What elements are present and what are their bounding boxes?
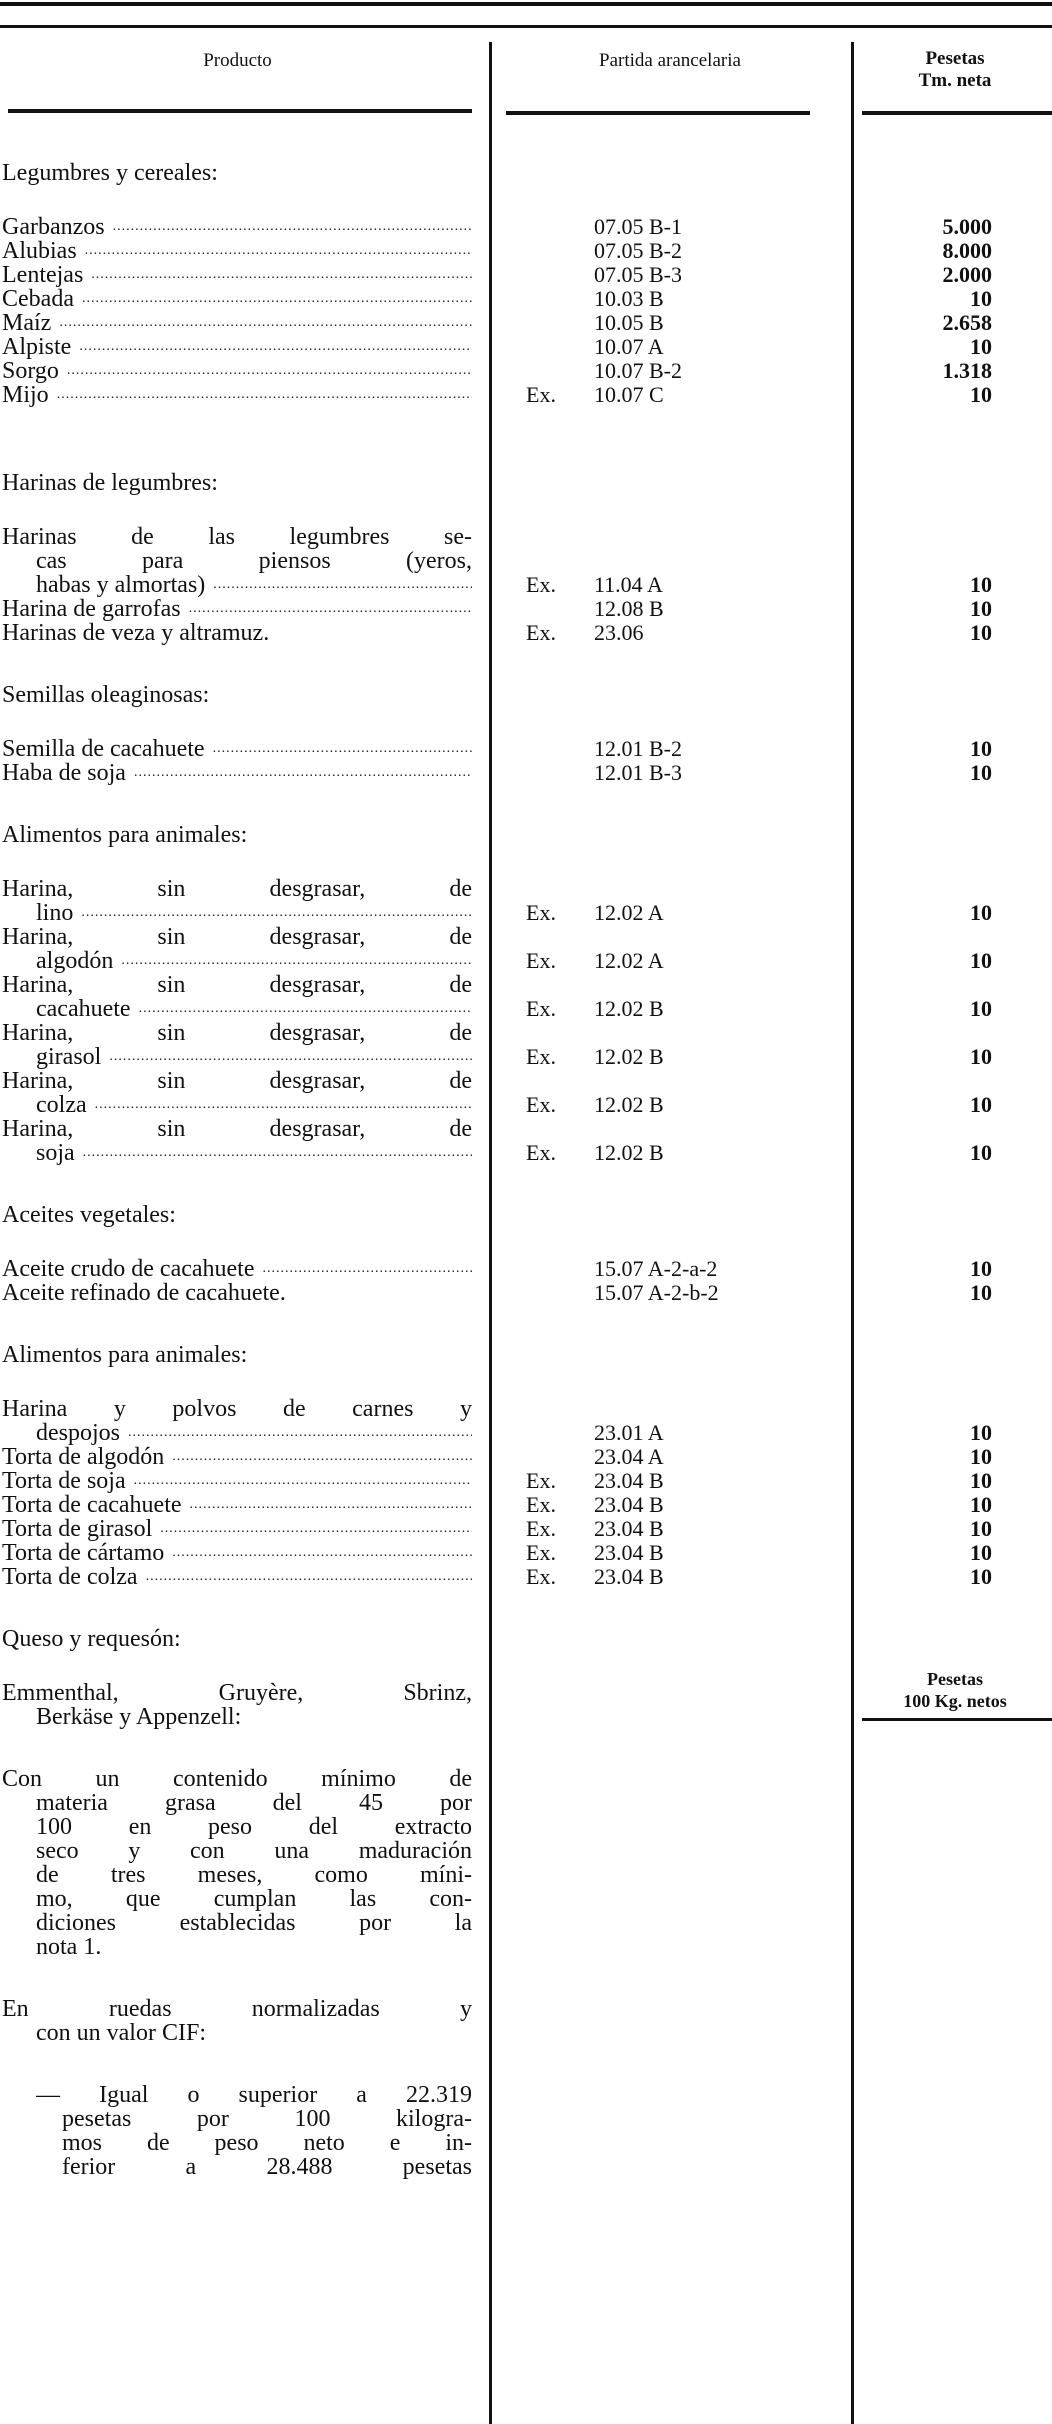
header-producto: Producto (203, 50, 272, 71)
dot-leader (131, 997, 472, 1021)
partida-ex-prefix: Ex. (526, 1516, 556, 1541)
table-section (0, 1343, 1052, 1589)
product-name: Harina, sin desgrasar, de (2, 973, 472, 997)
product-name (2, 239, 472, 263)
product-line (0, 997, 1052, 1021)
product-text: Cebada (2, 287, 74, 311)
pesetas-value: 10 (970, 996, 992, 1021)
paragraph-text: seco y con una maduración (36, 1839, 472, 1863)
pesetas-value: 10 (970, 1492, 992, 1517)
product-name (2, 1469, 472, 1493)
product-name (36, 1093, 472, 1117)
pesetas-value: 10 (970, 1444, 992, 1469)
product-name (2, 737, 472, 761)
table-row (0, 1021, 1052, 1069)
pesetas-value: 10 (970, 1140, 992, 1165)
product-name (2, 383, 472, 407)
dot-leader (138, 1565, 472, 1589)
pesetas-value: 10 (970, 1516, 992, 1541)
header-pesetas (858, 48, 1052, 92)
product-name (2, 311, 472, 335)
table-row (0, 1397, 1052, 1445)
pesetas-value: 10 (970, 1468, 992, 1493)
table-row (0, 335, 1052, 359)
product-text: cacahuete (36, 997, 131, 1021)
table-section (0, 823, 1052, 1165)
product-text: habas y almortas) (36, 573, 206, 597)
paragraph-line (0, 1791, 1052, 1815)
table-row (0, 973, 1052, 1021)
table-row (0, 737, 1052, 761)
table-section (0, 1203, 1052, 1305)
table-row (0, 761, 1052, 785)
dot-leader (75, 1141, 472, 1165)
product-name: Harina y polvos de carnes y (2, 1397, 472, 1421)
product-text: Torta de girasol (2, 1517, 153, 1541)
dot-leader (120, 1421, 472, 1445)
dot-leader (49, 383, 472, 407)
dot-leader (73, 901, 472, 925)
partida-arancelaria: 10.05 B (594, 310, 664, 335)
product-text: lino (36, 901, 74, 925)
pesetas-value: 10 (970, 1420, 992, 1445)
table-row (0, 287, 1052, 311)
product-line (0, 737, 1052, 761)
product-text: soja (36, 1141, 75, 1165)
table-row (0, 1257, 1052, 1281)
table-row (0, 1493, 1052, 1517)
table-row (0, 1445, 1052, 1469)
paragraph (0, 1997, 1052, 2045)
table-section (0, 683, 1052, 785)
table-row (0, 1517, 1052, 1541)
product-line (0, 311, 1052, 335)
product-line (0, 1445, 1052, 1469)
pesetas-value: 10 (970, 948, 992, 973)
partida-ex-prefix: Ex. (526, 996, 556, 1021)
partida-arancelaria: 23.04 B (594, 1540, 664, 1565)
table-row (0, 621, 1052, 645)
product-text: colza (36, 1093, 87, 1117)
partida-ex-prefix: Ex. (526, 1540, 556, 1565)
product-text: Alpiste (2, 335, 72, 359)
product-text: Semilla de cacahuete (2, 737, 205, 761)
product-name (2, 263, 472, 287)
paragraph (0, 1669, 1052, 1729)
pesetas-value: 8.000 (942, 238, 992, 263)
paragraph-text: 100 en peso del extracto (36, 1815, 472, 1839)
paragraph-line (0, 1705, 1052, 1729)
product-line (0, 1021, 1052, 1045)
paragraph-text: diciones establecidas por la (36, 1911, 472, 1935)
unit-line2: 100 Kg. netos (903, 1691, 1007, 1711)
product-line (0, 1093, 1052, 1117)
partida-arancelaria: 10.07 C (594, 382, 664, 407)
section-title: Aceites vegetales: (2, 1202, 176, 1228)
paragraph (0, 1767, 1052, 1959)
pesetas-value: 2.658 (942, 310, 992, 335)
paragraph-text: ferior a 28.488 pesetas (62, 2155, 472, 2179)
header-underline-pesetas (862, 111, 1052, 115)
dot-leader (164, 1445, 472, 1469)
partida-ex-prefix: Ex. (526, 1044, 556, 1069)
table-row (0, 1541, 1052, 1565)
partida-arancelaria: 10.07 B-2 (594, 358, 682, 383)
product-line (0, 621, 1052, 645)
partida-ex-prefix: Ex. (526, 1140, 556, 1165)
product-text: Torta de soja (2, 1469, 126, 1493)
table-section (0, 161, 1052, 407)
paragraph (0, 2083, 1052, 2179)
product-text: Garbanzos (2, 215, 105, 239)
pesetas-value: 10 (970, 620, 992, 645)
pesetas-value: 10 (970, 572, 992, 597)
paragraph-line (0, 1997, 1052, 2021)
product-text: Lentejas (2, 263, 84, 287)
dot-leader (181, 597, 472, 621)
paragraph-line (0, 2131, 1052, 2155)
product-line (0, 1397, 1052, 1421)
pesetas-value: 10 (970, 1092, 992, 1117)
table-row (0, 525, 1052, 597)
section-title: Queso y requesón: (2, 1626, 181, 1652)
partida-arancelaria: 23.04 B (594, 1516, 664, 1541)
partida-arancelaria: 12.02 B (594, 1140, 664, 1165)
partida-ex-prefix: Ex. (526, 1468, 556, 1493)
product-line (0, 925, 1052, 949)
product-line (0, 1469, 1052, 1493)
dot-leader (205, 737, 472, 761)
partida-ex-prefix: Ex. (526, 572, 556, 597)
partida-arancelaria: 10.07 A (594, 334, 664, 359)
product-name (2, 1565, 472, 1589)
paragraph-text: Berkäse y Appenzell: (36, 1705, 242, 1729)
partida-arancelaria: 15.07 A-2-a-2 (594, 1256, 718, 1281)
product-line (0, 1045, 1052, 1069)
paragraph-line (0, 1887, 1052, 1911)
paragraph-text: Con un contenido mínimo de (2, 1767, 472, 1791)
partida-arancelaria: 12.01 B-3 (594, 760, 682, 785)
product-name: Harina, sin desgrasar, de (2, 1021, 472, 1045)
pesetas-value: 10 (970, 736, 992, 761)
partida-arancelaria: 23.04 B (594, 1492, 664, 1517)
dot-leader (59, 359, 472, 383)
partida-ex-prefix: Ex. (526, 620, 556, 645)
partida-ex-prefix: Ex. (526, 1492, 556, 1517)
product-line (0, 901, 1052, 925)
partida-arancelaria: 23.04 B (594, 1468, 664, 1493)
tariff-table-body (0, 161, 1052, 2179)
product-name (36, 997, 472, 1021)
pesetas-value: 10 (970, 382, 992, 407)
paragraph-line (0, 1669, 1052, 1711)
table-row (0, 1565, 1052, 1589)
paragraph-line (0, 2021, 1052, 2045)
partida-ex-prefix: Ex. (526, 1092, 556, 1117)
partida-arancelaria: 07.05 B-1 (594, 214, 682, 239)
paragraph-line (0, 2107, 1052, 2131)
product-text: Torta de cártamo (2, 1541, 165, 1565)
partida-arancelaria: 12.02 A (594, 900, 664, 925)
partida-ex-prefix: Ex. (526, 900, 556, 925)
table-row (0, 311, 1052, 335)
product-line (0, 1517, 1052, 1541)
product-line (0, 287, 1052, 311)
product-line (0, 1421, 1052, 1445)
partida-arancelaria: 15.07 A-2-b-2 (594, 1280, 719, 1305)
dot-leader (105, 215, 472, 239)
paragraph-line (0, 1911, 1052, 1935)
product-line (0, 761, 1052, 785)
pesetas-value: 1.318 (942, 358, 992, 383)
product-line (0, 359, 1052, 383)
partida-arancelaria: 12.01 B-2 (594, 736, 682, 761)
partida-ex-prefix: Ex. (526, 948, 556, 973)
product-name: Harina, sin desgrasar, de (2, 1069, 472, 1093)
product-text: Torta de algodón (2, 1445, 165, 1469)
pesetas-value: 10 (970, 1540, 992, 1565)
product-name (36, 901, 472, 925)
product-name (2, 597, 472, 621)
product-line (0, 877, 1052, 901)
dot-leader (101, 1045, 472, 1069)
partida-arancelaria: 10.03 B (594, 286, 664, 311)
table-row (0, 215, 1052, 239)
paragraph-text: pesetas por 100 kilogra- (62, 2107, 472, 2131)
product-name: cas para piensos (yeros, (36, 549, 472, 573)
table-row (0, 877, 1052, 925)
product-text: Haba de soja (2, 761, 126, 785)
paragraph-text: — Igual o superior a 22.319 (36, 2083, 472, 2107)
table-row (0, 1117, 1052, 1165)
product-line (0, 383, 1052, 407)
product-name (36, 1141, 472, 1165)
table-row (0, 263, 1052, 287)
pesetas-value: 10 (970, 1564, 992, 1589)
partida-arancelaria: 12.02 B (594, 996, 664, 1021)
top-rule-2 (0, 25, 1052, 28)
table-row (0, 239, 1052, 263)
partida-arancelaria: 12.02 B (594, 1092, 664, 1117)
pesetas-value: 10 (970, 286, 992, 311)
product-text: Sorgo (2, 359, 59, 383)
partida-arancelaria: 23.04 B (594, 1564, 664, 1589)
product-name (2, 1541, 472, 1565)
header-underline-partida (506, 111, 810, 115)
header-underline-producto (8, 109, 472, 113)
product-line (0, 1069, 1052, 1093)
product-line (0, 597, 1052, 621)
product-name (2, 335, 472, 359)
pesetas-value: 10 (970, 1044, 992, 1069)
header-partida: Partida arancelaria (599, 50, 741, 71)
product-name: Harinas de las legumbres se- (2, 525, 472, 549)
product-text: Aceite crudo de cacahuete (2, 1257, 255, 1281)
section-title: Alimentos para animales: (2, 822, 248, 848)
dot-leader (255, 1257, 472, 1281)
product-name (2, 1517, 472, 1541)
table-row (0, 1281, 1052, 1305)
paragraph-line (0, 1815, 1052, 1839)
dot-leader (71, 335, 472, 359)
paragraph-text: mos de peso neto e in- (62, 2131, 472, 2155)
dot-leader (87, 1093, 472, 1117)
unit-line1: Pesetas (927, 1669, 983, 1689)
table-row (0, 925, 1052, 973)
paragraph-line (0, 1839, 1052, 1863)
section-title: Legumbres y cereales: (2, 160, 218, 186)
product-line (0, 949, 1052, 973)
table-row (0, 383, 1052, 407)
product-line (0, 1117, 1052, 1141)
product-name (2, 1445, 472, 1469)
product-name (2, 1493, 472, 1517)
product-name (36, 1421, 472, 1445)
dot-leader (126, 1469, 472, 1493)
table-section-queso (0, 1627, 1052, 2179)
table-row (0, 597, 1052, 621)
product-line (0, 215, 1052, 239)
product-line (0, 335, 1052, 359)
partida-ex-prefix: Ex. (526, 382, 556, 407)
dot-leader (205, 573, 472, 597)
paragraph-line (0, 2155, 1052, 2179)
product-name (2, 1257, 472, 1281)
product-line (0, 1541, 1052, 1565)
product-text: Harina de garrofas (2, 597, 181, 621)
product-text: Maíz (2, 311, 52, 335)
dot-leader (182, 1493, 472, 1517)
header-pesetas-line2: Tm. neta (918, 70, 992, 91)
section-title: Semillas oleaginosas: (2, 682, 210, 708)
dot-leader (77, 239, 472, 263)
product-text: algodón (36, 949, 114, 973)
header-pesetas-line1: Pesetas (925, 48, 985, 69)
dot-leader (74, 287, 472, 311)
paragraph-text: de tres meses, como míni- (36, 1863, 472, 1887)
paragraph-text: Emmenthal, Gruyère, Sbrinz, (2, 1681, 472, 1705)
paragraph-line (0, 1863, 1052, 1887)
product-text: despojos (36, 1421, 120, 1445)
partida-arancelaria: 11.04 A (594, 572, 663, 597)
pesetas-value: 10 (970, 900, 992, 925)
pesetas-value: 10 (970, 334, 992, 359)
pesetas-value: 10 (970, 1280, 992, 1305)
product-line (0, 1141, 1052, 1165)
product-name (2, 359, 472, 383)
paragraph-text: nota 1. (36, 1935, 102, 1959)
dot-leader (152, 1517, 472, 1541)
product-line (0, 1565, 1052, 1589)
pesetas-value: 10 (970, 596, 992, 621)
dot-leader (113, 949, 472, 973)
product-name (36, 949, 472, 973)
paragraph-text: con un valor CIF: (36, 2021, 206, 2045)
partida-arancelaria: 12.02 A (594, 948, 664, 973)
partida-ex-prefix: Ex. (526, 1564, 556, 1589)
product-line (0, 573, 1052, 597)
product-line (0, 525, 1052, 549)
section-title: Alimentos para animales: (2, 1342, 248, 1368)
product-name: Harina, sin desgrasar, de (2, 1117, 472, 1141)
product-line (0, 1493, 1052, 1517)
partida-arancelaria: 23.01 A (594, 1420, 664, 1445)
partida-arancelaria: 07.05 B-2 (594, 238, 682, 263)
product-name (36, 573, 472, 597)
product-line (0, 263, 1052, 287)
paragraph-text: En ruedas normalizadas y (2, 1997, 472, 2021)
table-row (0, 1469, 1052, 1493)
pesetas-value: 2.000 (942, 262, 992, 287)
product-name: Harina, sin desgrasar, de (2, 925, 472, 949)
product-name (2, 215, 472, 239)
partida-arancelaria: 12.08 B (594, 596, 664, 621)
product-name: Aceite refinado de cacahuete. (2, 1281, 286, 1305)
product-name (2, 287, 472, 311)
dot-leader (126, 761, 472, 785)
partida-arancelaria: 07.05 B-3 (594, 262, 682, 287)
paragraph-line (0, 2083, 1052, 2107)
partida-arancelaria: 23.06 (594, 620, 644, 645)
dot-leader (83, 263, 472, 287)
paragraph-line (0, 1935, 1052, 1959)
paragraph-text: mo, que cumplan las con- (36, 1887, 472, 1911)
product-name: Harinas de veza y altramuz. (2, 621, 270, 645)
dot-leader (51, 311, 472, 335)
partida-arancelaria: 12.02 B (594, 1044, 664, 1069)
paragraph-line (0, 1767, 1052, 1791)
product-text: Torta de colza (2, 1565, 138, 1589)
table-row (0, 359, 1052, 383)
product-name (2, 761, 472, 785)
pesetas-value: 5.000 (942, 214, 992, 239)
partida-arancelaria: 23.04 A (594, 1444, 664, 1469)
dot-leader (164, 1541, 472, 1565)
pesetas-value: 10 (970, 1256, 992, 1281)
product-name (36, 1045, 472, 1069)
paragraph-text: materia grasa del 45 por (36, 1791, 472, 1815)
table-section (0, 471, 1052, 645)
product-line (0, 549, 1052, 573)
product-line (0, 239, 1052, 263)
product-line (0, 973, 1052, 997)
product-line (0, 1281, 1052, 1305)
pesetas-value: 10 (970, 760, 992, 785)
product-name: Harina, sin desgrasar, de (2, 877, 472, 901)
top-rule-1 (0, 2, 1052, 6)
product-line (0, 1257, 1052, 1281)
product-text: girasol (36, 1045, 102, 1069)
product-text: Mijo (2, 383, 49, 407)
table-row (0, 1069, 1052, 1117)
section-title: Harinas de legumbres: (2, 470, 218, 496)
product-text: Alubias (2, 239, 77, 263)
product-text: Torta de cacahuete (2, 1493, 182, 1517)
